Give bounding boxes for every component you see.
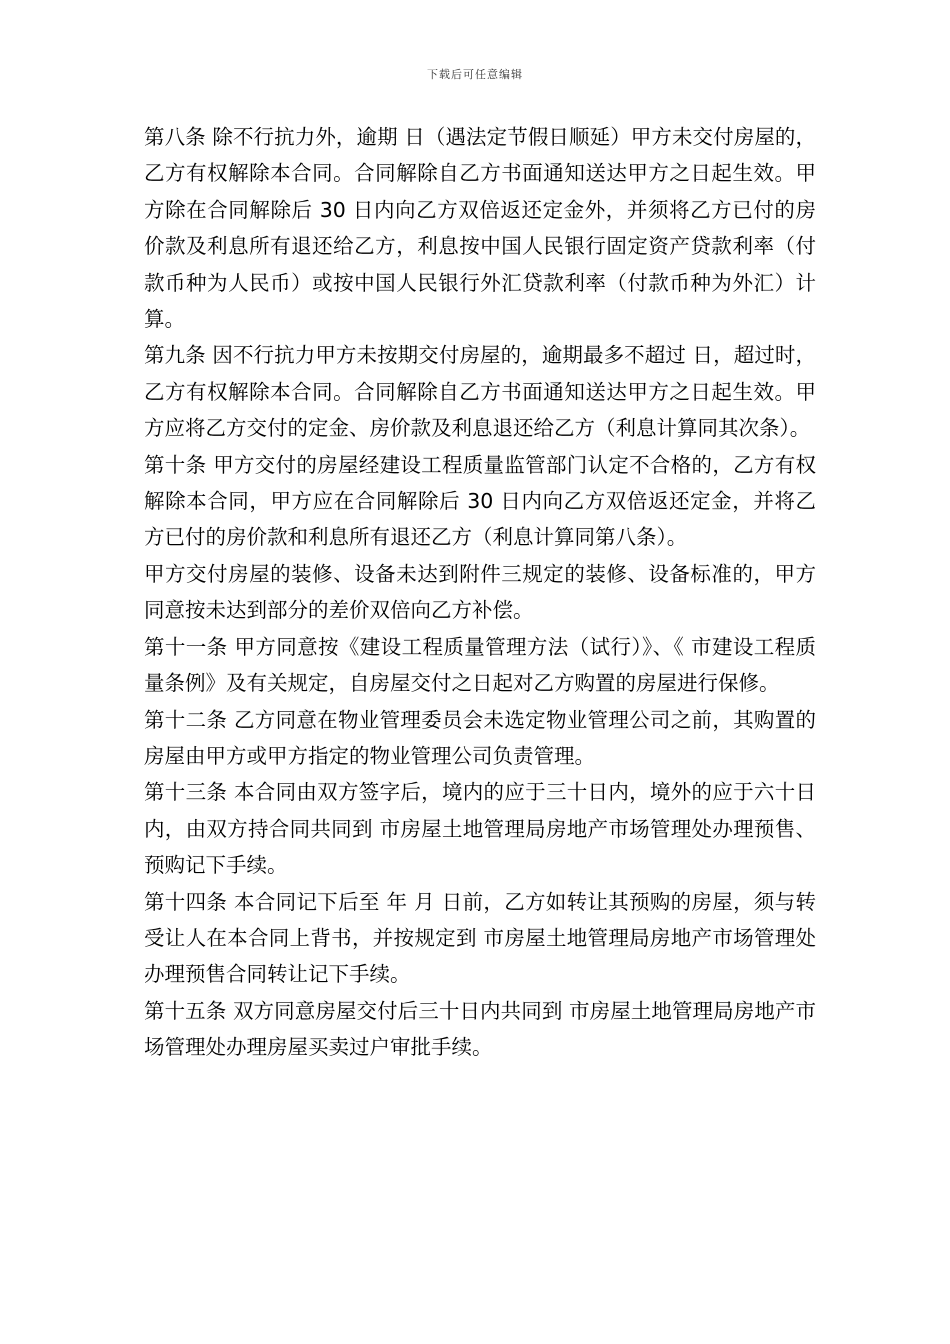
article-13: 第十三条 本合同由双方签字后，境内的应于三十日内，境外的应于六十日内，由双方持合同共同到 市房屋土地管理局房地产市场管理处办理预售、预购记下手续。 [144, 780, 816, 878]
article-14: 第十四条 本合同记下后至 年 月 日前，乙方如转让其预购的房屋，须与转受让人在本合同上背书，并按规定到 市房屋土地管理局房地产市场管理处办理预售合同转让记下手续。 [144, 889, 816, 987]
article-8: 第八条 除不行抗力外，逾期 日（遇法定节假日顺延）甲方未交付房屋的，乙方有权解除本合同。合同解除自乙方书面通知送达甲方之日起生效。甲方除在合同解除后 30 日内向乙方双倍返还定金外，并须将乙方已付的房价款及利息所有退还给乙方，利息按中国人民银行固定资产贷款利率（付款币种为人民币）或按中国人民银行外汇贷款利率（付款币种为外汇）计算。 [144, 125, 816, 332]
article-9: 第九条 因不行抗力甲方未按期交付房屋的，逾期最多不超过 日，超过时，乙方有权解除本合同。合同解除自乙方书面通知送达甲方之日起生效。甲方应将乙方交付的定金、房价款及利息退还给乙方（利息计算同其次条）。 [144, 343, 816, 441]
article-15: 第十五条 双方同意房屋交付后三十日内共同到 市房屋土地管理局房地产市场管理处办理房屋买卖过户审批手续。 [144, 998, 816, 1060]
article-10: 第十条 甲方交付的房屋经建设工程质量监管部门认定不合格的，乙方有权解除本合同，甲方应在合同解除后 30 日内向乙方双倍返还定金，并将乙方已付的房价款和利息所有退还乙方（利息计算同第八条）。 [144, 452, 816, 550]
header-note: 下载后可任意编辑 [427, 68, 523, 81]
article-12: 第十二条 乙方同意在物业管理委员会未选定物业管理公司之前，其购置的房屋由甲方或甲方指定的物业管理公司负责管理。 [144, 707, 816, 768]
article-10-supplement: 甲方交付房屋的装修、设备未达到附件三规定的装修、设备标准的，甲方同意按未达到部分的差价双倍向乙方补偿。 [144, 561, 816, 623]
article-11: 第十一条 甲方同意按《建设工程质量管理方法（试行）》、《 市建设工程质量条例》及有关规定，自房屋交付之日起对乙方购置的房屋进行保修。 [144, 634, 816, 696]
document-body [144, 119, 816, 1066]
